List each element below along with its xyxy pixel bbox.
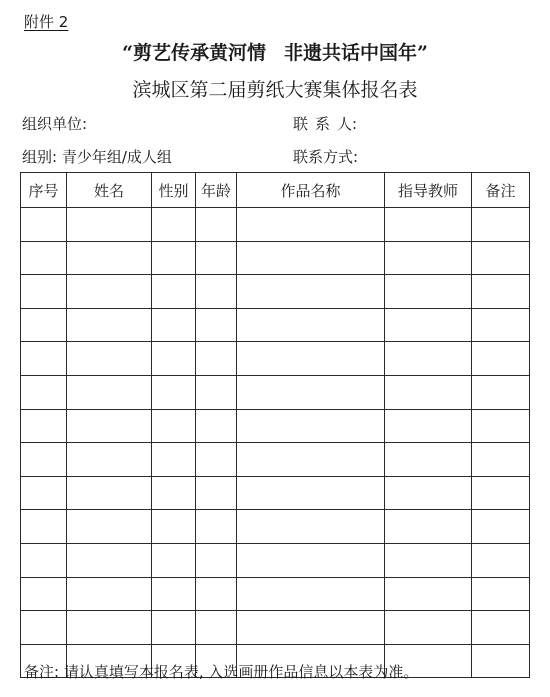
table-cell-remarks[interactable] [472,241,530,275]
table-cell-work-title[interactable] [237,611,385,645]
table-cell-work-title[interactable] [237,308,385,342]
table-cell-name[interactable] [67,543,152,577]
table-cell-instructor[interactable] [385,308,472,342]
contact-person-char-3: 人: [337,115,358,133]
table-cell-work-title[interactable] [237,275,385,309]
table-cell-gender[interactable] [152,342,196,376]
table-cell-serial[interactable] [21,308,67,342]
table-cell-age[interactable] [196,409,237,443]
contact-person-field[interactable] [293,114,357,134]
table-row [21,275,530,309]
table-cell-name[interactable] [67,241,152,275]
table-cell-serial[interactable] [21,510,67,544]
table-cell-instructor[interactable] [385,510,472,544]
table-cell-age[interactable] [196,611,237,645]
table-cell-gender[interactable] [152,476,196,510]
table-cell-instructor[interactable] [385,275,472,309]
table-cell-work-title[interactable] [237,409,385,443]
contact-person-char-1: 联 [293,115,309,133]
table-cell-remarks[interactable] [472,375,530,409]
table-row [21,611,530,645]
table-cell-age[interactable] [196,308,237,342]
table-cell-name[interactable] [67,409,152,443]
header-age: 年龄 [196,173,237,208]
table-cell-age[interactable] [196,241,237,275]
table-cell-work-title[interactable] [237,375,385,409]
table-cell-instructor[interactable] [385,611,472,645]
table-cell-name[interactable] [67,510,152,544]
table-cell-gender[interactable] [152,409,196,443]
table-cell-instructor[interactable] [385,409,472,443]
header-remarks: 备注 [472,173,530,208]
table-cell-instructor[interactable] [385,208,472,242]
table-cell-gender[interactable] [152,208,196,242]
table-cell-work-title[interactable] [237,241,385,275]
table-cell-name[interactable] [67,208,152,242]
table-cell-remarks[interactable] [472,443,530,477]
table-cell-gender[interactable] [152,275,196,309]
table-cell-serial[interactable] [21,208,67,242]
table-cell-age[interactable] [196,543,237,577]
table-row [21,510,530,544]
table-cell-name[interactable] [67,443,152,477]
table-cell-serial[interactable] [21,577,67,611]
header-serial: 序号 [21,173,67,208]
table-cell-work-title[interactable] [237,577,385,611]
organization-field[interactable]: 组织单位: [22,115,88,133]
title-part-1: “剪艺传承黄河情 [122,42,266,64]
table-cell-age[interactable] [196,275,237,309]
table-cell-remarks[interactable] [472,308,530,342]
table-row [21,241,530,275]
document-subtitle: 滨城区第二届剪纸大赛集体报名表 [132,79,418,101]
table-row [21,443,530,477]
table-cell-instructor[interactable] [385,577,472,611]
table-cell-remarks[interactable] [472,644,530,678]
table-cell-age[interactable] [196,577,237,611]
table-cell-name[interactable] [67,577,152,611]
table-cell-gender[interactable] [152,543,196,577]
table-cell-serial[interactable] [21,241,67,275]
table-cell-remarks[interactable] [472,275,530,309]
table-cell-gender[interactable] [152,375,196,409]
table-cell-work-title[interactable] [237,443,385,477]
table-cell-name[interactable] [67,375,152,409]
table-row [21,476,530,510]
footer-note: 备注: 请认真填写本报名表, 入选画册作品信息以本表为准。 [24,663,419,681]
table-cell-instructor[interactable] [385,342,472,376]
header-work-title: 作品名称 [237,173,385,208]
attachment-label: 附件 2 [24,13,69,31]
table-cell-age[interactable] [196,375,237,409]
table-cell-name[interactable] [67,611,152,645]
table-cell-gender[interactable] [152,241,196,275]
table-cell-instructor[interactable] [385,443,472,477]
header-instructor: 指导教师 [385,173,472,208]
table-cell-age[interactable] [196,342,237,376]
table-cell-serial[interactable] [21,342,67,376]
table-row [21,543,530,577]
table-cell-age[interactable] [196,208,237,242]
table-cell-instructor[interactable] [385,476,472,510]
table-row [21,409,530,443]
table-cell-name[interactable] [67,308,152,342]
table-cell-serial[interactable] [21,275,67,309]
table-cell-instructor[interactable] [385,375,472,409]
table-cell-name[interactable] [67,342,152,376]
table-cell-remarks[interactable] [472,611,530,645]
table-cell-serial[interactable] [21,543,67,577]
table-row [21,208,530,242]
title-part-2: 非遗共话中国年” [284,42,428,64]
table-cell-name[interactable] [67,476,152,510]
table-cell-remarks[interactable] [472,476,530,510]
table-row [21,375,530,409]
table-cell-gender[interactable] [152,510,196,544]
table-cell-work-title[interactable] [237,208,385,242]
table-cell-remarks[interactable] [472,342,530,376]
table-cell-serial[interactable] [21,409,67,443]
header-name: 姓名 [67,173,152,208]
table-cell-gender[interactable] [152,577,196,611]
table-row [21,577,530,611]
table-body [21,208,530,678]
contact-person-char-2: 系 [315,115,331,133]
table-cell-work-title[interactable] [237,543,385,577]
table-cell-work-title[interactable] [237,342,385,376]
contact-method-field[interactable]: 联系方式: [293,148,359,166]
group-field[interactable]: 组别: 青少年组/成人组 [22,148,172,166]
registration-table [20,172,530,678]
table-cell-remarks[interactable] [472,543,530,577]
table-cell-name[interactable] [67,275,152,309]
table-cell-serial[interactable] [21,476,67,510]
table-header-row [21,173,530,208]
table-cell-instructor[interactable] [385,241,472,275]
table-cell-serial[interactable] [21,611,67,645]
table-cell-serial[interactable] [21,375,67,409]
table-cell-gender[interactable] [152,611,196,645]
table-cell-remarks[interactable] [472,510,530,544]
table-cell-age[interactable] [196,510,237,544]
header-gender: 性别 [152,173,196,208]
table-cell-gender[interactable] [152,308,196,342]
table-cell-remarks[interactable] [472,577,530,611]
table-cell-age[interactable] [196,443,237,477]
table-cell-remarks[interactable] [472,208,530,242]
document-title [0,40,550,66]
table-row [21,308,530,342]
table-cell-work-title[interactable] [237,510,385,544]
table-cell-serial[interactable] [21,443,67,477]
table-cell-instructor[interactable] [385,543,472,577]
table-cell-gender[interactable] [152,443,196,477]
table-cell-age[interactable] [196,476,237,510]
table-row [21,342,530,376]
table-cell-work-title[interactable] [237,476,385,510]
table-cell-remarks[interactable] [472,409,530,443]
